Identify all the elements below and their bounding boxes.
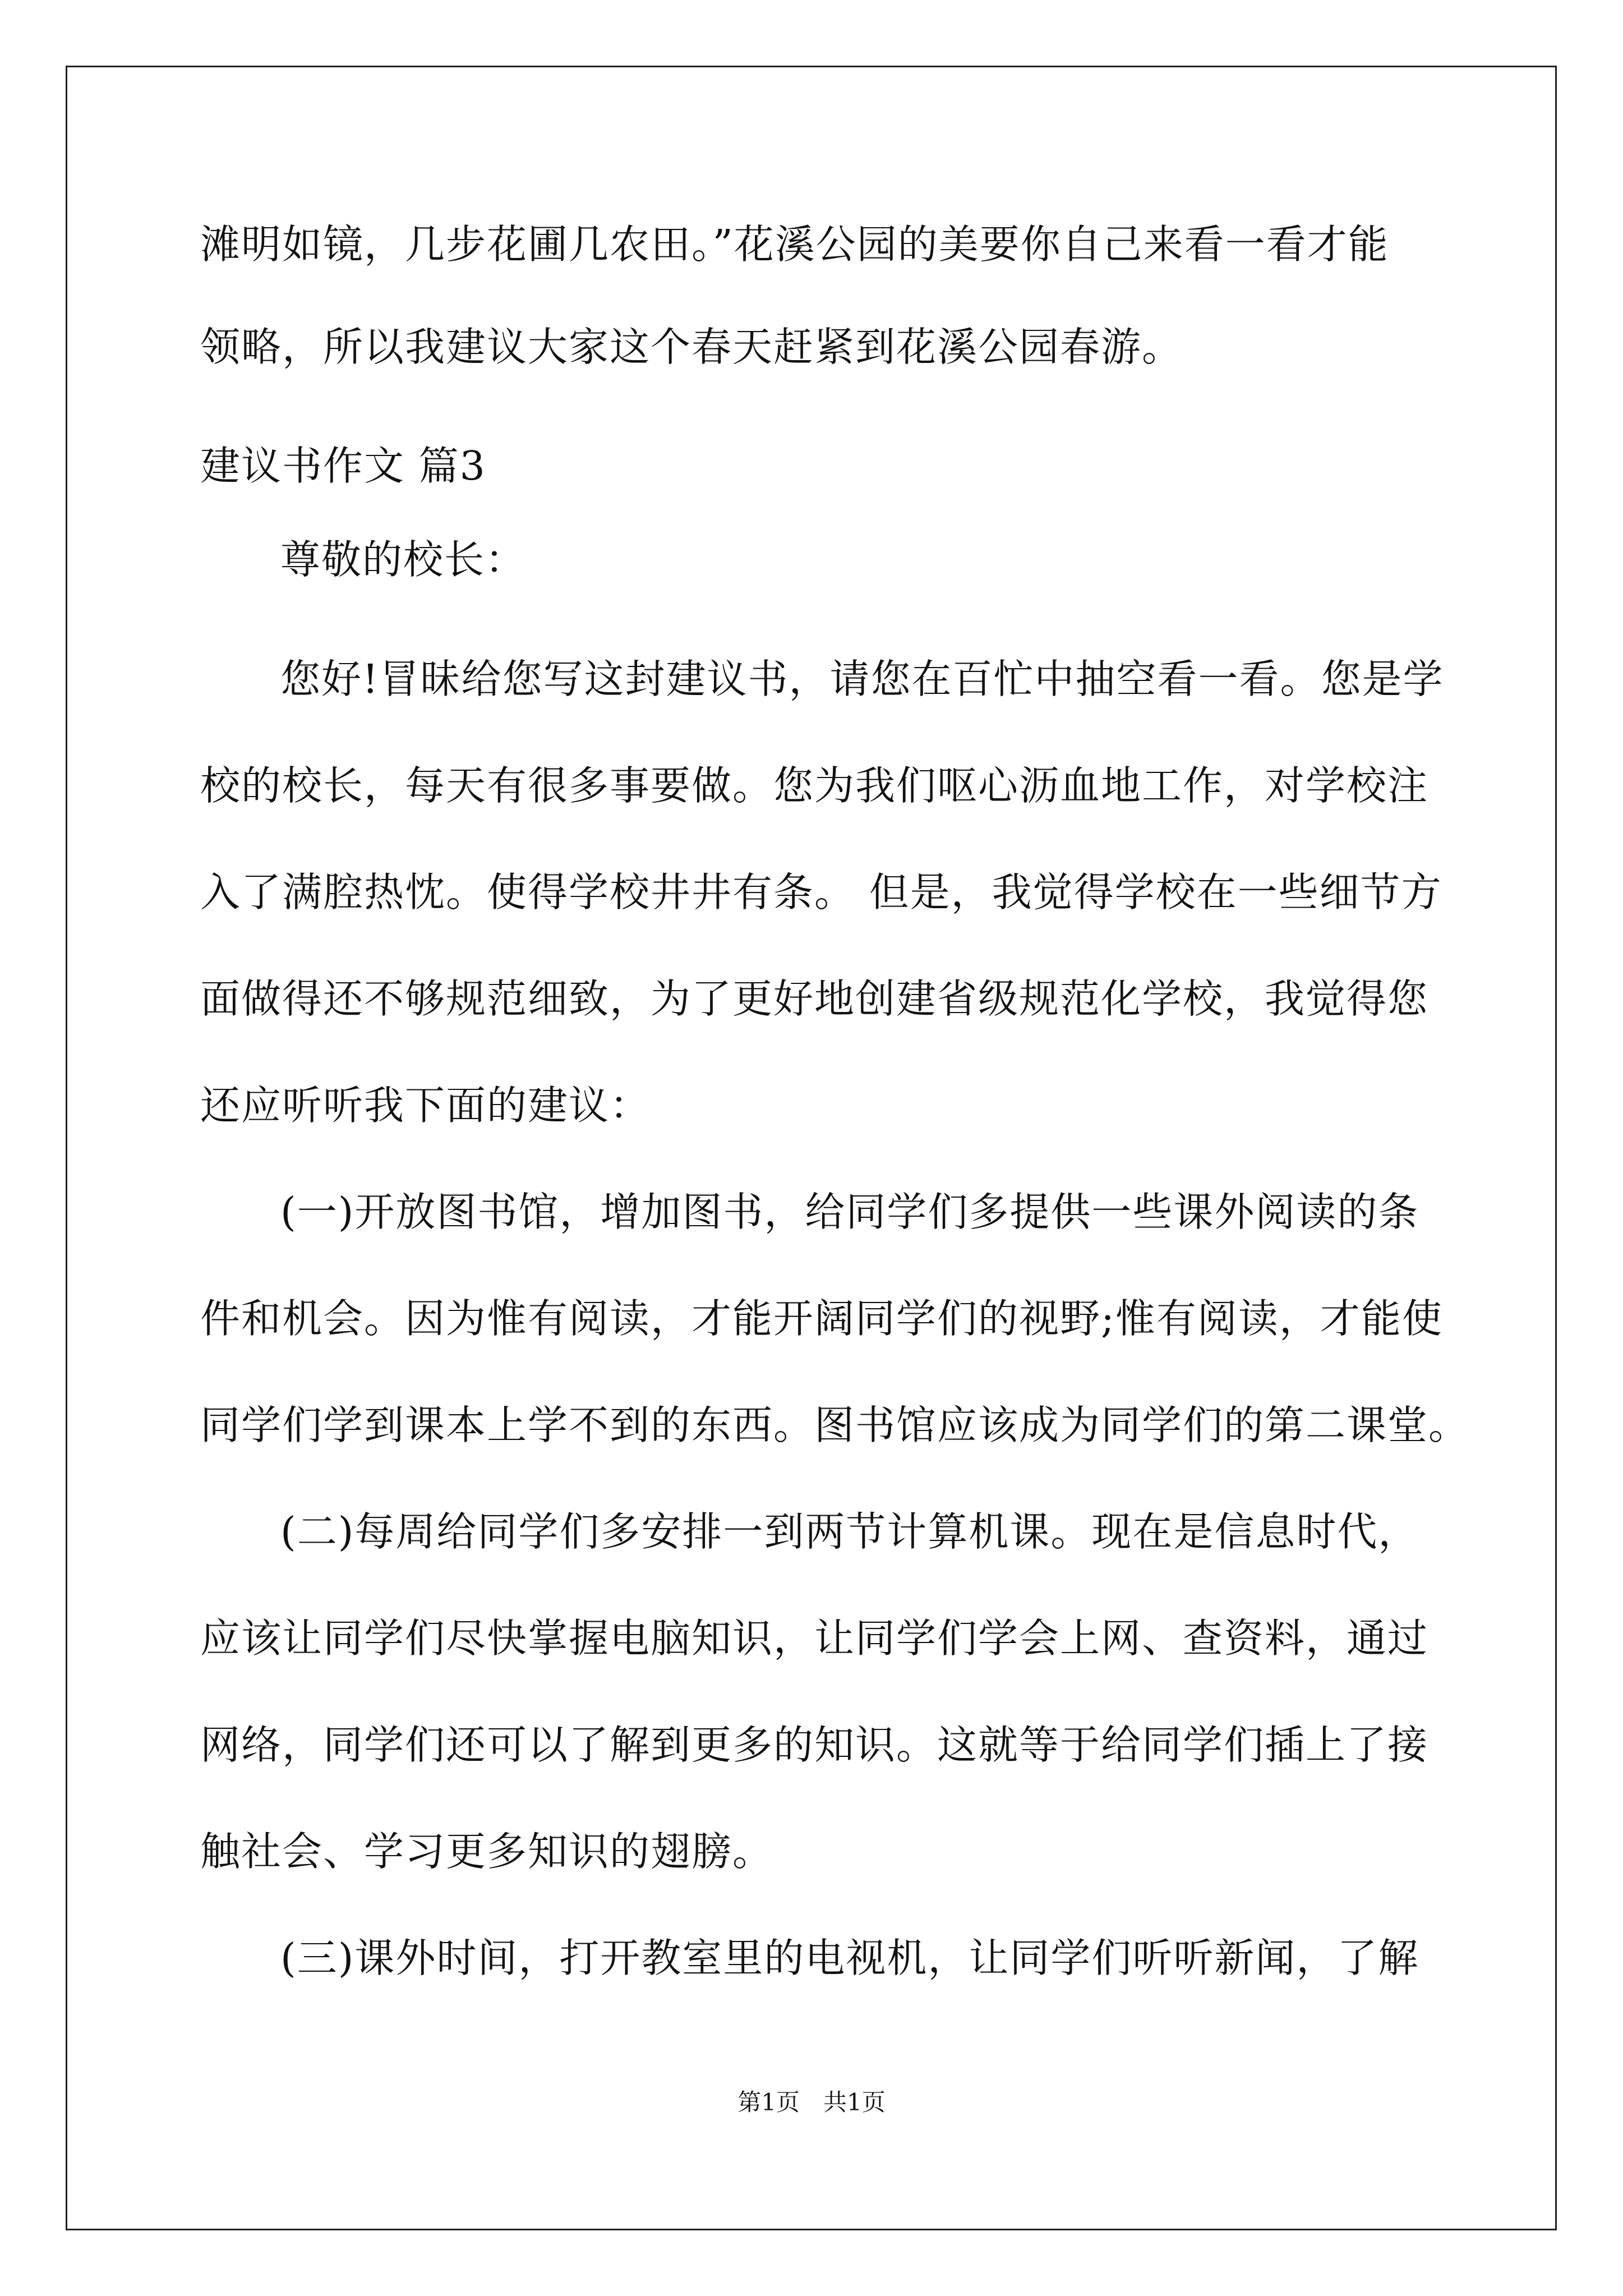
suggestion-3-line-1: (三)课外时间，打开教室里的电视机，让同学们听听新闻，了解 <box>280 1935 1419 1981</box>
page-border <box>66 66 1557 2230</box>
body-line-4: 校的校长，每天有很多事要做。您为我们呕心沥血地工作，对学校注 <box>200 762 1429 809</box>
body-line-3: 您好!冒昧给您写这封建议书，请您在百忙中抽空看一看。您是学 <box>280 656 1444 702</box>
suggestion-2-line-4: 触社会、学习更多知识的翅膀。 <box>200 1828 774 1875</box>
body-line-7: 还应听听我下面的建议： <box>200 1082 651 1129</box>
body-line-2: 领略，所以我建议大家这个春天赶紧到花溪公园春游。 <box>200 324 1183 370</box>
body-line-5: 入了满腔热忱。使得学校井井有条。 但是，我觉得学校在一些细节方 <box>200 869 1442 915</box>
suggestion-2-line-2: 应该让同学们尽快掌握电脑知识，让同学们学会上网、查资料，通过 <box>200 1615 1429 1662</box>
suggestion-2-line-3: 网络，同学们还可以了解到更多的知识。这就等于给同学们插上了接 <box>200 1722 1429 1768</box>
suggestion-1-line-1: (一)开放图书馆，增加图书，给同学们多提供一些课外阅读的条 <box>280 1189 1419 1235</box>
suggestion-1-line-2: 件和机会。因为惟有阅读，才能开阔同学们的视野;惟有阅读，才能使 <box>200 1295 1443 1342</box>
suggestion-1-line-3: 同学们学到课本上学不到的东西。图书馆应该成为同学们的第二课堂。 <box>200 1402 1470 1448</box>
page-footer: 第1页 共1页 <box>737 2088 886 2116</box>
body-line-6: 面做得还不够规范细致，为了更好地创建省级规范化学校，我觉得您 <box>200 976 1429 1022</box>
section-heading: 建议书作文 篇3 <box>200 443 486 489</box>
salutation: 尊敬的校长： <box>280 536 527 583</box>
body-line-1: 滩明如镜，几步花圃几农田。”花溪公园的美要你自己来看一看才能 <box>200 221 1389 268</box>
suggestion-2-line-1: (二)每周给同学们多安排一到两节计算机课。现在是信息时代， <box>280 1508 1419 1555</box>
